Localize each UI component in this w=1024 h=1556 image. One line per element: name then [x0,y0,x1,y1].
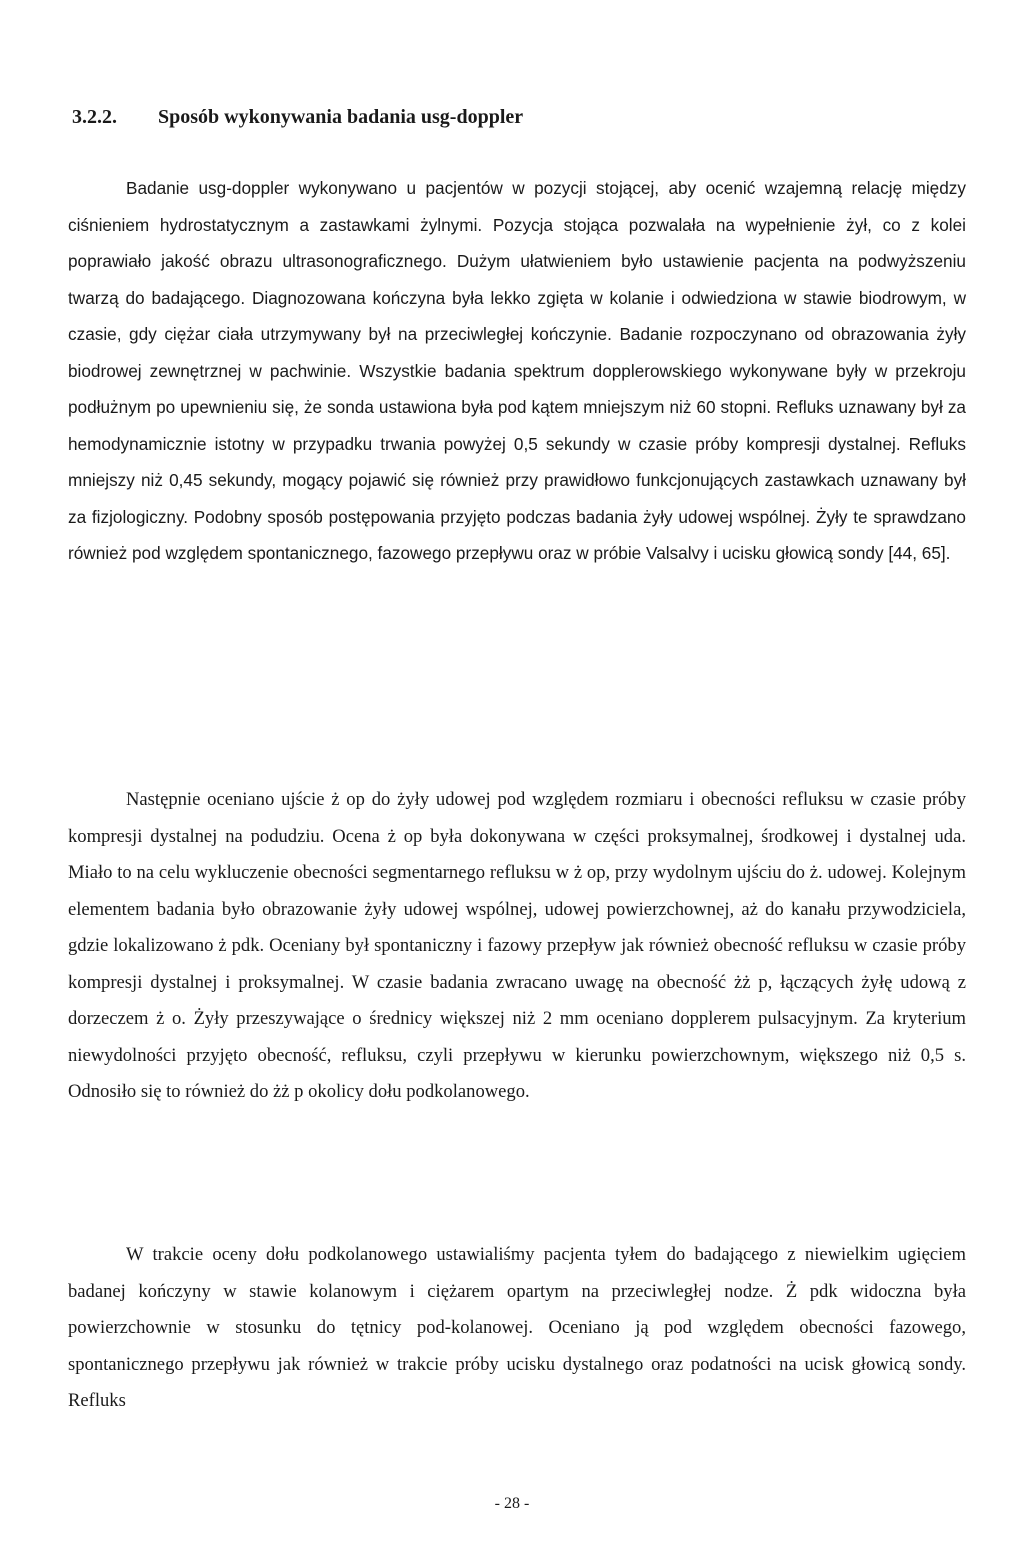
section-number: 3.2.2. [72,106,117,128]
page-number: - 28 - [494,1495,530,1512]
section-title: Sposób wykonywania badania usg-doppler [158,106,524,128]
section-heading [72,104,523,130]
body-paragraph-2: Następnie oceniano ujście ż op do żyły udowej pod względem rozmiaru i obecności refluksu w czasie próby kompresji dystalnej na podudziu. Ocena ż op była dokonywana w części proksymalnej, środkowej i dystalnej uda. Miało to na celu wykluczenie obecności segmentarnego refluksu w ż op, przy wydolnym ujściu do ż. udowej. Kolejnym elementem badania było obrazowanie żyły udowej wspólnej, udowej powierzchownej, aż do kanału przywodziciela, gdzie lokalizowano ż pdk. Oceniany był spontaniczny i fazowy przepływ jak również obecność refluksu w czasie próby kompresji dystalnej i proksymalnej. W czasie badania zwracano uwagę na obecność żż p, łączących żyłę udową z dorzeczem ż o. Żyły przeszywające o średnicy większej niż 2 mm oceniano dopplerem pulsacyjnym. Za kryterium niewydolności przyjęto obecność, refluksu, czyli przepływu w kierunku powierzchownym, większego niż 0,5 s. Odnosiło się to również do żż p okolicy dołu podkolanowego. [68,789,966,1102]
body-paragraph-1: Badanie usg-doppler wykonywano u pacjentów w pozycji stojącej, aby ocenić wzajemną relację między ciśnieniem hydrostatycznym a zastawkami żylnymi. Pozycja stojąca pozwalała na wypełnienie żył, co z kolei poprawiało jakość obrazu ultrasonograficznego. Dużym ułatwieniem było ustawienie pacjenta na podwyższeniu twarzą do badającego. Diagnozowana kończyna była lekko zgięta w kolanie i odwiedziona w stawie biodrowym, w czasie, gdy ciężar ciała utrzymywany był na przeciwległej kończynie. Badanie rozpoczynano od obrazowania żyły biodrowej zewnętrznej w pachwinie. Wszystkie badania spektrum dopplerowskiego wykonywane były w przekroju podłużnym po upewnieniu się, że sonda ustawiona była pod kątem mniejszym niż 60 stopni. Refluks uznawany był za hemodynamicznie istotny w przypadku trwania powyżej 0,5 sekundy w czasie próby kompresji dystalnej. Refluks mniejszy niż 0,45 sekundy, mogący pojawić się również przy prawidłowo funkcjonujących zastawkach uznawany był za fizjologiczny. Podobny sposób postępowania przyjęto podczas badania żyły udowej wspólnej. Żyły te sprawdzano również pod względem spontanicznego, fazowego przepływu oraz w próbie Valsalvy i ucisku głowicą sondy [44, 65]. [68,178,966,563]
body-paragraph-3: W trakcie oceny dołu podkolanowego ustawialiśmy pacjenta tyłem do badającego z niewielkim ugięciem badanej kończyny w stawie kolanowym i ciężarem opartym na przeciwległej nodze. Ż pdk widoczna była powierzchownie w stosunku do tętnicy pod-kolanowej. Oceniano ją pod względem obecności fazowego, spontanicznego przepływu jak również w trakcie próby ucisku dystalnego oraz podatności na ucisk głowicą sondy. Refluks [68,1244,966,1411]
